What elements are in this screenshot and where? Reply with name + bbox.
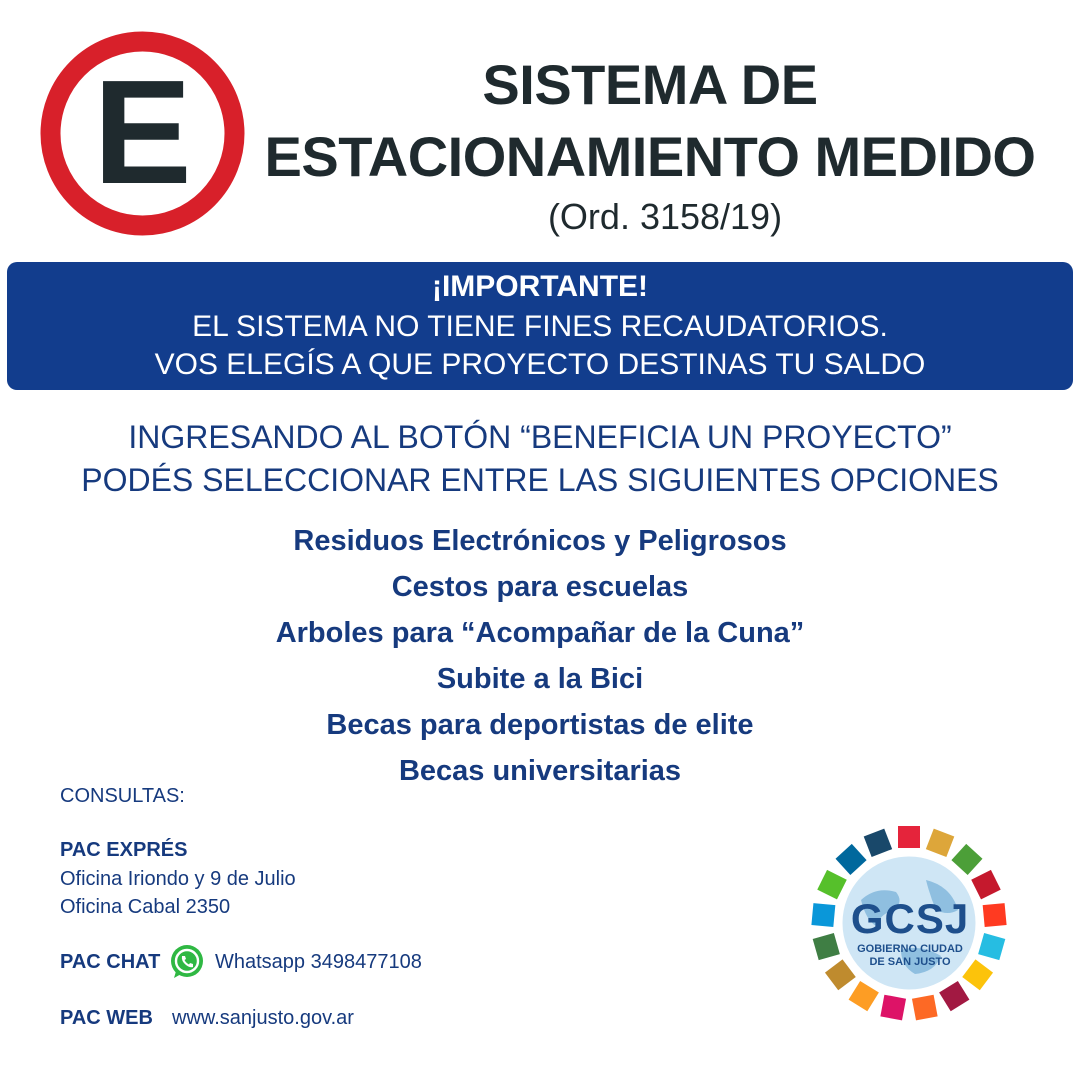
option-item: Becas para deportistas de elite: [326, 709, 754, 741]
ordinance-reference: (Ord. 3158/19): [547, 196, 783, 237]
option-item: Cestos para escuelas: [391, 571, 689, 603]
whatsapp-number: Whatsapp 3498477108: [215, 951, 422, 973]
pac-chat-label: PAC CHAT: [60, 951, 161, 973]
important-banner: [7, 262, 1073, 390]
sign-letter: E: [93, 50, 192, 215]
sdg-tile: [811, 903, 835, 927]
parking-sign-icon: [40, 31, 245, 236]
option-item: Becas universitarias: [398, 755, 682, 787]
consultas-label: CONSULTAS:: [60, 785, 185, 807]
project-options-list: [0, 518, 1080, 794]
sdg-tile: [983, 903, 1007, 927]
sdg-tile: [849, 981, 879, 1011]
sdg-tile: [978, 933, 1005, 960]
sdg-tile: [836, 844, 867, 875]
sdg-tile: [926, 829, 954, 857]
banner-heading: ¡IMPORTANTE!: [431, 270, 649, 303]
page-title-line1: SISTEMA DE: [482, 53, 818, 116]
banner-line-1: EL SISTEMA NO TIENE FINES RECAUDATORIOS.: [192, 310, 888, 343]
page-title-line2: ESTACIONAMIENTO MEDIDO: [264, 125, 1036, 188]
website-link[interactable]: www.sanjusto.gov.ar: [172, 1007, 354, 1029]
intro-line-1: INGRESANDO AL BOTÓN “BENEFICIA UN PROYECTO”: [128, 419, 952, 455]
whatsapp-icon: [168, 943, 206, 981]
sdg-tile: [939, 981, 969, 1011]
pac-expres-label: PAC EXPRÉS: [60, 839, 188, 861]
option-item: Subite a la Bici: [436, 663, 644, 695]
pac-web-label: PAC WEB: [60, 1007, 153, 1029]
option-item: Arboles para “Acompañar de la Cuna”: [275, 617, 805, 649]
intro-line-2: PODÉS SELECCIONAR ENTRE LAS SIGUIENTES OPCIONES: [81, 462, 999, 498]
seal-initials: GCSJ: [850, 895, 970, 942]
office-address-2: Oficina Cabal 2350: [60, 896, 231, 918]
banner-line-2: VOS ELEGÍS A QUE PROYECTO DESTINAS TU SALDO: [154, 348, 926, 381]
seal-caption-line2: DE SAN JUSTO: [869, 956, 951, 968]
sdg-tile: [912, 995, 938, 1021]
sdg-tile: [898, 826, 920, 848]
sdg-tile: [813, 933, 840, 960]
office-address-1: Oficina Iriondo y 9 de Julio: [60, 868, 296, 890]
option-item: Residuos Electrónicos y Peligrosos: [293, 525, 787, 557]
sdg-tile: [880, 995, 906, 1021]
seal-caption-line1: GOBIERNO CIUDAD: [857, 943, 963, 955]
sdg-tile: [864, 829, 892, 857]
sdg-tile: [951, 844, 982, 875]
